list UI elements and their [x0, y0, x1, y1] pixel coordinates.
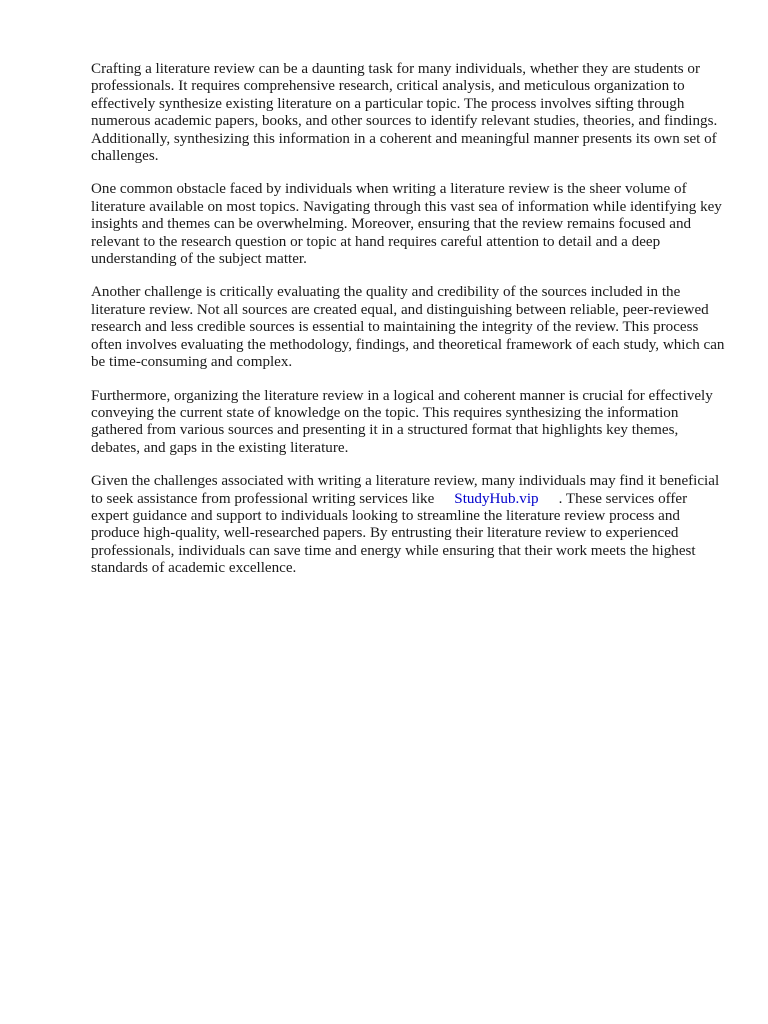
document-body — [91, 61, 725, 594]
paragraph-intro: Crafting a literature review can be a daunting task for many individuals, whether they are students or professionals. It requires comprehensive research, critical analysis, and meticulous organization to effectively synthesize existing literature on a particular topic. The process involves sifting through numerous academic papers, books, and other sources to identify relevant studies, theories, and findings. Additionally, synthesizing this information in a coherent and meaningful manner presents its own set of challenges. — [91, 61, 718, 165]
paragraph-assistance-after-link: . These services offer expert guidance and support to individuals looking to streamline the literature review process and produce high-quality, well-researched papers. By entrusting their literature review to experienced professionals, individuals can save time and energy while ensuring that their work meets the highest standards of academic excellence. — [91, 490, 696, 577]
paragraph-assistance — [91, 473, 725, 577]
paragraph-volume: One common obstacle faced by individuals when writing a literature review is the sheer volume of literature available on most topics. Navigating through this vast sea of information while identifying key insights and themes can be overwhelming. Moreover, ensuring that the review remains focused and relevant to the research question or topic at hand requires careful attention to detail and a deep understanding of the subject matter. — [91, 181, 722, 268]
paragraph-credibility: Another challenge is critically evaluating the quality and credibility of the sources included in the literature review. Not all sources are created equal, and distinguishing between reliable, peer-reviewed research and less credible sources is essential to maintaining the integrity of the review. This process often involves evaluating the methodology, findings, and theoretical framework of each study, which can be time-consuming and complex. — [91, 284, 725, 371]
paragraph-assistance-before-link: Given the challenges associated with writing a literature review, many individuals may find it beneficial to seek assistance from professional writing services like — [91, 473, 720, 507]
studyhub-link[interactable]: StudyHub.vip — [454, 490, 539, 507]
paragraph-organization: Furthermore, organizing the literature review in a logical and coherent manner is crucial for effectively conveying the current state of knowledge on the topic. This requires synthesizing the information gathered from various sources and presenting it in a structured format that highlights key themes, debates, and gaps in the existing literature. — [91, 387, 713, 456]
